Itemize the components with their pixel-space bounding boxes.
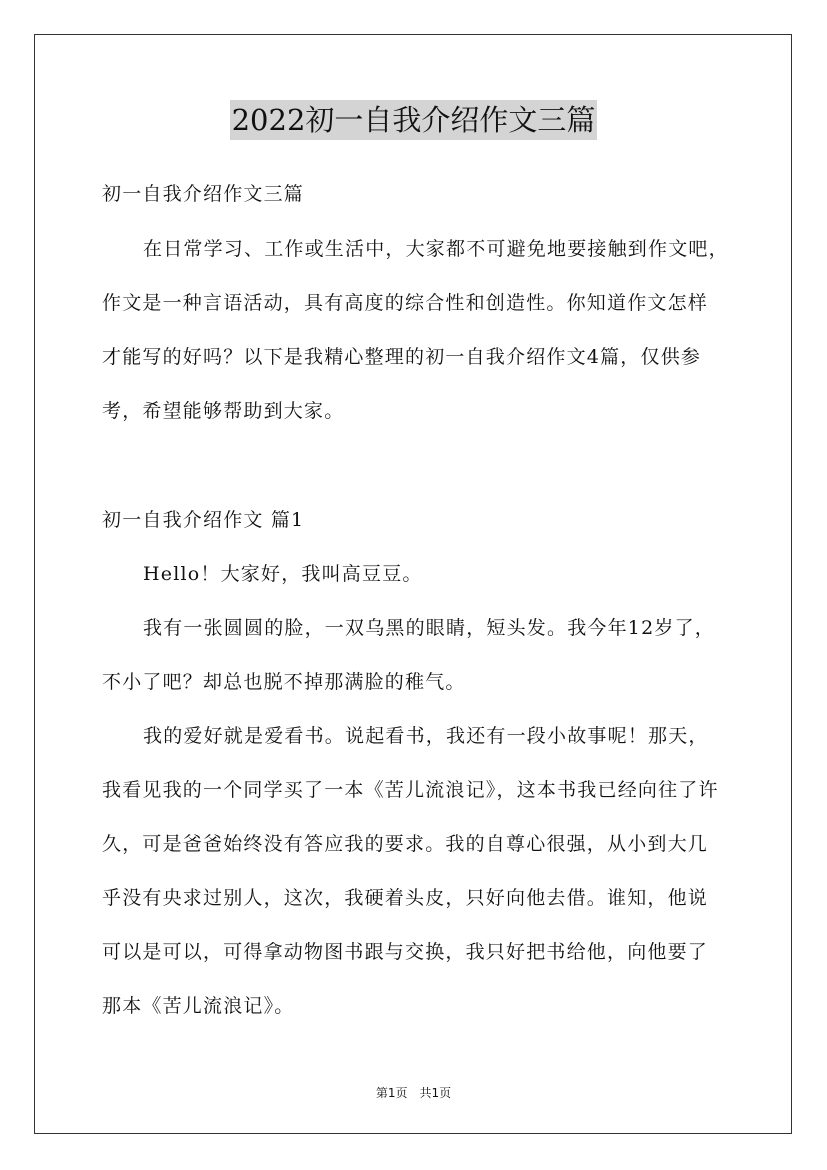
intro-line: 在日常学习、工作或生活中，大家都不可避免地要接触到作文吧，: [143, 238, 729, 260]
paragraph-line: 我看见我的一个同学买了一本《苦儿流浪记》，这本书我已经向往了许: [102, 779, 719, 801]
paragraph-line: Hello！大家好，我叫高豆豆。: [143, 563, 423, 585]
intro-line: 才能写的好吗？以下是我精心整理的初一自我介绍作文4篇，仅供参: [102, 346, 702, 368]
title-container: [0, 100, 827, 140]
paragraph-line: 我有一张圆圆的脸，一双乌黑的眼睛，短头发。我今年12岁了，: [143, 617, 715, 639]
paragraph-line: 乎没有央求过别人，这次，我硬着头皮，只好向他去借。谁知，他说: [102, 887, 709, 909]
document-title: 2022初一自我介绍作文三篇: [230, 100, 598, 140]
subtitle: 初一自我介绍作文三篇: [102, 183, 305, 205]
paragraph-line: 那本《苦儿流浪记》。: [102, 995, 295, 1017]
paragraph-line: 我的爱好就是爱看书。说起看书，我还有一段小故事呢！那天，: [143, 725, 709, 747]
intro-line: 作文是一种言语活动，具有高度的综合性和创造性。你知道作文怎样: [102, 292, 709, 314]
section-heading: 初一自我介绍作文 篇1: [102, 509, 305, 531]
intro-line: 考，希望能够帮助到大家。: [102, 400, 345, 422]
paragraph-line: 不小了吧？却总也脱不掉那满脸的稚气。: [102, 671, 466, 693]
paragraph-line: 可以是可以，可得拿动物图书跟与交换，我只好把书给他，向他要了: [102, 941, 709, 963]
page-number-footer: 第1页 共1页: [375, 1086, 452, 1100]
paragraph-line: 久，可是爸爸始终没有答应我的要求。我的自尊心很强，从小到大几: [102, 833, 709, 855]
